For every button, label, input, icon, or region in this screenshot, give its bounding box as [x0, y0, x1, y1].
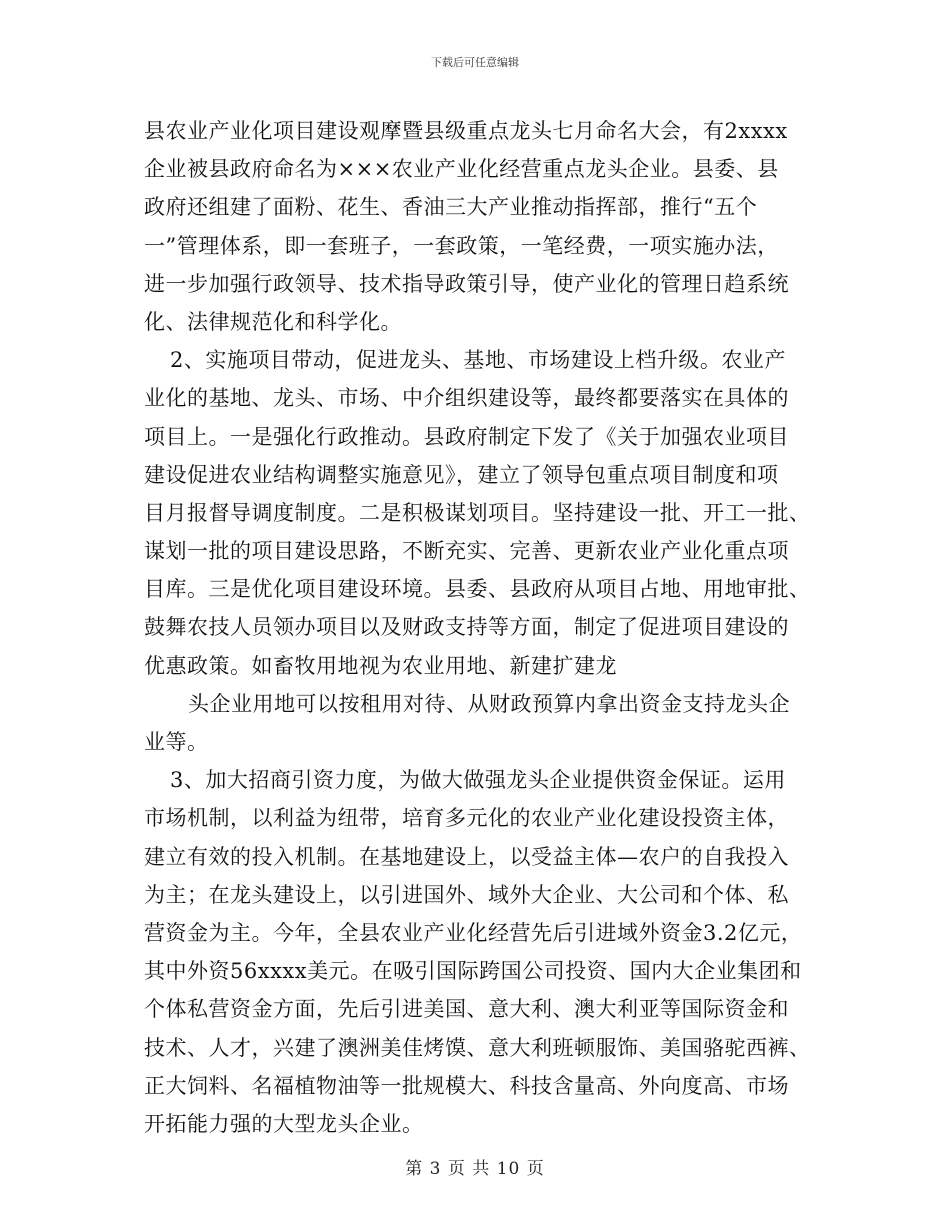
body-line: 开拓能力强的大型龙头企业。	[144, 1111, 424, 1136]
body-line: 为主；在龙头建设上，以引进国外、域外大企业、大公司和个体、私	[144, 882, 789, 907]
body-line: 业化的基地、龙头、市场、中介组织建设等，最终都要落实在具体的	[144, 386, 789, 411]
body-line: 谋划一批的项目建设思路，不断充实、完善、更新农业产业化重点项	[144, 539, 789, 564]
body-line: 目库。三是优化项目建设环境。县委、县政府从项目占地、用地审批、	[144, 577, 811, 602]
body-line: 建设促进农业结构调整实施意见》，建立了领导包重点项目制度和项	[144, 462, 779, 487]
document-body	[144, 112, 814, 1143]
body-line: 一”管理体系，即一套班子，一套政策，一笔经费，一项实施办法，	[144, 233, 779, 258]
body-line: 其中外资56xxxx美元。在吸引国际跨国公司投资、国内大企业集团和	[144, 959, 802, 984]
page-footer: 第 3 页 共 10 页	[405, 1159, 545, 1179]
body-line: 2、实施项目带动，促进龙头、基地、市场建设上档升级。农业产	[170, 348, 786, 373]
body-line: 头企业用地可以按租用对待、从财政预算内拿出资金支持龙头企	[188, 691, 790, 716]
body-line: 市场机制，以利益为纽带，培育多元化的农业产业化建设投资主体，	[144, 806, 789, 831]
body-line: 项目上。一是强化行政推动。县政府制定下发了《关于加强农业项目	[144, 424, 789, 449]
body-line: 3、加大招商引资力度，为做大做强龙头企业提供资金保证。运用	[170, 768, 786, 793]
body-line: 业等。	[144, 730, 209, 754]
body-line: 目月报督导调度制度。二是积极谋划项目。坚持建设一批、开工一批、	[144, 500, 811, 525]
body-line: 优惠政策。如畜牧用地视为农业用地、新建扩建龙	[144, 653, 617, 678]
body-line: 鼓舞农技人员领办项目以及财政支持等方面，制定了促进项目建设的	[144, 615, 789, 640]
body-line: 营资金为主。今年，全县农业产业化经营先后引进域外资金3.2亿元，	[144, 920, 803, 945]
body-line: 个体私营资金方面，先后引进美国、意大利、澳大利亚等国际资金和	[144, 997, 789, 1022]
body-line: 技术、人才，兴建了澳洲美佳烤馍、意大利班顿服饰、美国骆驼西裤、	[144, 1035, 811, 1060]
body-line: 建立有效的投入机制。在基地建设上，以受益主体—农户的自我投入	[144, 844, 789, 869]
page-header-note: 下载后可任意编辑	[431, 56, 519, 69]
body-line: 化、法律规范化和科学化。	[144, 309, 402, 334]
body-line: 企业被县政府命名为×××农业产业化经营重点龙头企业。县委、县	[144, 157, 779, 182]
body-line: 进一步加强行政领导、技术指导政策引导，使产业化的管理日趋系统	[144, 271, 789, 296]
body-line: 正大饲料、名福植物油等一批规模大、科技含量高、外向度高、市场	[144, 1073, 789, 1098]
body-line: 县农业产业化项目建设观摩暨县级重点龙头七月命名大会，有2xxxx	[144, 119, 788, 143]
body-line: 政府还组建了面粉、花生、香油三大产业推动指挥部，推行“五个	[144, 195, 758, 220]
